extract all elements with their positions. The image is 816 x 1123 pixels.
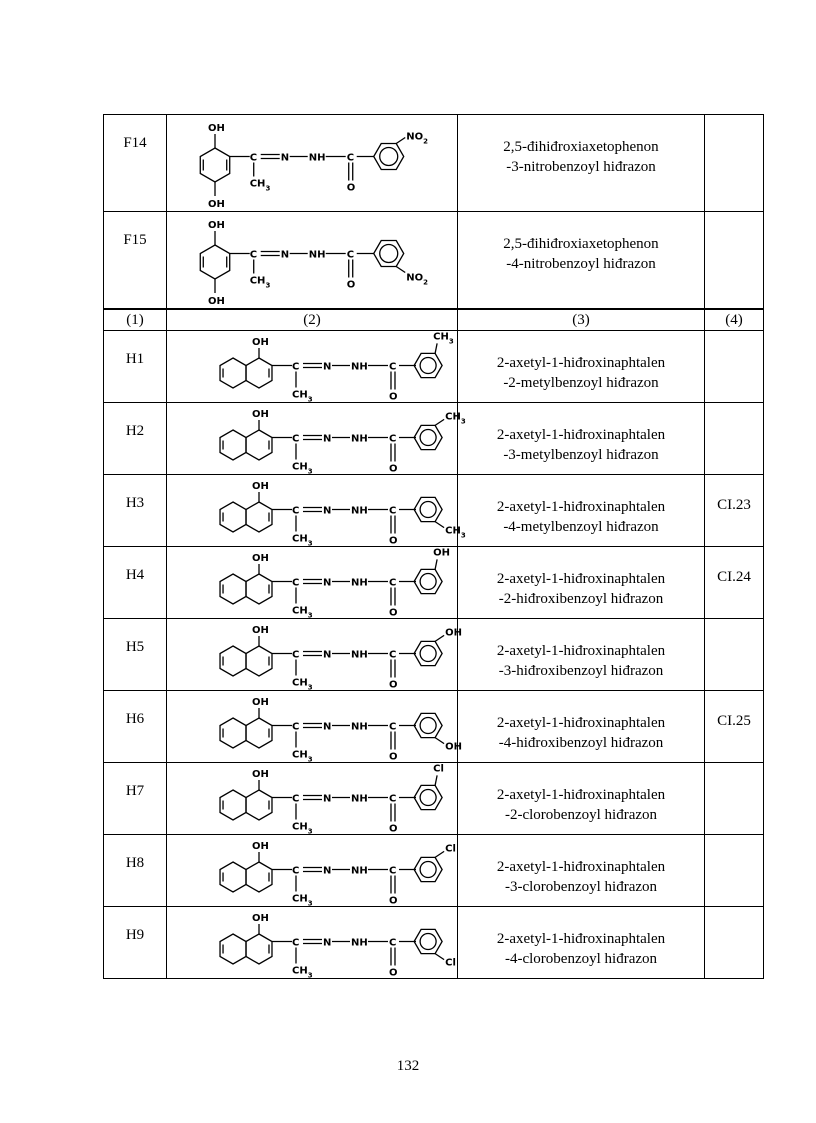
reference-note bbox=[705, 907, 764, 979]
oxygen-label: O bbox=[388, 607, 398, 619]
methyl-label: $CH_3$ bbox=[291, 965, 313, 980]
compound-name-line-2: -3-nitrobenzoyl hiđrazon bbox=[506, 159, 656, 175]
naphthalene-ring-a bbox=[246, 574, 272, 604]
compound-name-line-2: -4-hiđroxibenzoyl hiđrazon bbox=[498, 735, 664, 751]
compound-name-line-2: -4-metylbenzoyl hiđrazon bbox=[503, 519, 659, 535]
hydroxyl-label: OH bbox=[252, 769, 269, 780]
table-row bbox=[104, 547, 764, 619]
substituent-bond bbox=[435, 851, 444, 857]
nh-label: NH bbox=[308, 152, 326, 164]
compound-name bbox=[458, 212, 705, 310]
structure-diagram bbox=[167, 691, 462, 764]
structure-diagram bbox=[167, 547, 457, 618]
compound-name-line-2: -2-metylbenzoyl hiđrazon bbox=[503, 375, 659, 391]
oxygen-label: O bbox=[388, 391, 398, 403]
structure-cell bbox=[167, 403, 466, 476]
methyl-label: $CH_3$ bbox=[291, 893, 313, 908]
nh-label: NH bbox=[350, 433, 368, 445]
naphthalene-ring-b bbox=[220, 790, 246, 820]
carbonyl-carbon-label: C bbox=[388, 649, 397, 661]
table-column-header bbox=[104, 309, 764, 331]
methyl-label: $CH_3$ bbox=[291, 533, 313, 548]
structure-diagram bbox=[167, 619, 462, 692]
compound-name bbox=[458, 331, 705, 403]
substituent-bond bbox=[435, 954, 444, 960]
carbonyl-carbon-label: C bbox=[388, 721, 397, 733]
compound-name-line-1: 2-axetyl-1-hiđroxinaphtalen bbox=[496, 715, 666, 731]
nitrogen-label: N bbox=[322, 865, 332, 877]
compound-name-line-1: 2-axetyl-1-hiđroxinaphtalen bbox=[496, 355, 666, 371]
compound-name bbox=[458, 115, 705, 212]
carbonyl-carbon-label: C bbox=[388, 865, 397, 877]
nh-label: NH bbox=[350, 649, 368, 661]
substituent-bond bbox=[396, 266, 405, 272]
reference-note bbox=[705, 331, 764, 403]
naphthalene-ring-b bbox=[220, 430, 246, 460]
structure-cell bbox=[167, 907, 458, 979]
nh-label: NH bbox=[350, 937, 368, 949]
imine-carbon-label: C bbox=[291, 505, 300, 517]
compound-code: H1 bbox=[104, 331, 167, 403]
nh-label: NH bbox=[350, 361, 368, 373]
carbonyl-carbon-label: C bbox=[388, 577, 397, 589]
structure-cell bbox=[167, 619, 462, 692]
nh-label: NH bbox=[350, 865, 368, 877]
hydroxyl-label: OH bbox=[252, 625, 269, 636]
imine-carbon-label: C bbox=[291, 793, 300, 805]
compound-code: H2 bbox=[104, 403, 167, 475]
carbonyl-carbon-label: C bbox=[388, 505, 397, 517]
nitrogen-label: N bbox=[322, 937, 332, 949]
column-header-2: (2) bbox=[167, 309, 458, 331]
aromatic-circle bbox=[420, 862, 436, 878]
aromatic-circle bbox=[380, 245, 398, 263]
column-header-1: (1) bbox=[104, 309, 167, 331]
structure-diagram bbox=[167, 835, 457, 906]
carbonyl-carbon-label: C bbox=[388, 937, 397, 949]
substituent-bond bbox=[435, 559, 437, 569]
table-row bbox=[104, 907, 764, 979]
compound-name bbox=[458, 763, 705, 835]
aromatic-circle bbox=[420, 934, 436, 950]
substituent-label: OH bbox=[445, 741, 462, 753]
substituent-label: Cl bbox=[445, 843, 456, 855]
substituent-label: OH bbox=[445, 627, 462, 639]
substituent-bond bbox=[396, 138, 405, 144]
reference-note: CI.23 bbox=[705, 475, 764, 547]
reference-note: CI.24 bbox=[705, 547, 764, 619]
naphthalene-ring-b bbox=[220, 646, 246, 676]
compound-name-line-2: -2-hiđroxibenzoyl hiđrazon bbox=[498, 591, 664, 607]
compound-code: F14 bbox=[104, 115, 167, 212]
nh-label: NH bbox=[350, 577, 368, 589]
carbonyl-carbon-label: C bbox=[388, 793, 397, 805]
reference-note bbox=[705, 212, 764, 310]
table-body-f-series bbox=[104, 115, 764, 310]
substituent-bond bbox=[435, 738, 444, 744]
naphthalene-ring-b bbox=[220, 502, 246, 532]
hydroxyl-bottom-label: OH bbox=[208, 199, 225, 210]
compound-code: H4 bbox=[104, 547, 167, 619]
compound-code: H9 bbox=[104, 907, 167, 979]
imine-carbon-label: C bbox=[291, 937, 300, 949]
naphthalene-ring-a bbox=[246, 862, 272, 892]
nh-label: NH bbox=[350, 721, 368, 733]
naphthalene-ring-b bbox=[220, 358, 246, 388]
naphthalene-ring-a bbox=[246, 790, 272, 820]
naphthalene-ring-a bbox=[246, 934, 272, 964]
imine-carbon-label: C bbox=[291, 649, 300, 661]
imine-carbon-label: C bbox=[291, 865, 300, 877]
substituent-label: $NO_2$ bbox=[406, 272, 428, 287]
substituent-bond bbox=[435, 343, 437, 353]
nh-label: NH bbox=[308, 249, 326, 261]
naphthalene-ring-a bbox=[246, 646, 272, 676]
structure-cell bbox=[167, 763, 458, 835]
table-row bbox=[104, 835, 764, 907]
reference-note bbox=[705, 835, 764, 907]
oxygen-label: O bbox=[388, 535, 398, 547]
substituent-bond bbox=[435, 635, 444, 641]
table-row bbox=[104, 691, 764, 763]
compound-name bbox=[458, 547, 705, 619]
nitrogen-label: N bbox=[322, 721, 332, 733]
compound-name bbox=[458, 619, 705, 691]
hydroxyl-label: OH bbox=[252, 409, 269, 420]
hydroxyl-bottom-label: OH bbox=[208, 296, 225, 307]
structure-cell bbox=[167, 475, 466, 548]
compound-code: F15 bbox=[104, 212, 167, 310]
compound-name-line-1: 2,5-đihiđroxiaxetophenon bbox=[503, 236, 659, 252]
carbonyl-carbon-label: C bbox=[346, 249, 355, 261]
methyl-label: $CH_3$ bbox=[291, 461, 313, 476]
oxygen-label: O bbox=[388, 463, 398, 475]
compound-name bbox=[458, 691, 705, 763]
table-row bbox=[104, 403, 764, 475]
table-body-h-series bbox=[104, 331, 764, 979]
nh-label: NH bbox=[350, 505, 368, 517]
phenol-ring bbox=[200, 245, 229, 279]
aromatic-circle bbox=[380, 148, 398, 166]
structure-cell bbox=[167, 547, 458, 619]
carbonyl-carbon-label: C bbox=[388, 433, 397, 445]
compound-name-line-1: 2,5-đihiđroxiaxetophenon bbox=[503, 139, 659, 155]
imine-carbon-label: C bbox=[291, 721, 300, 733]
reference-note bbox=[705, 763, 764, 835]
hydroxyl-label: OH bbox=[252, 697, 269, 708]
compound-name-line-2: -3-metylbenzoyl hiđrazon bbox=[503, 447, 659, 463]
structure-diagram bbox=[167, 331, 457, 402]
phenol-ring bbox=[200, 148, 229, 182]
imine-carbon-label: C bbox=[291, 361, 300, 373]
structure-cell bbox=[167, 115, 458, 212]
compound-name-line-2: -2-clorobenzoyl hiđrazon bbox=[504, 807, 658, 823]
hydroxyl-top-label: OH bbox=[208, 220, 225, 231]
oxygen-label: O bbox=[346, 279, 356, 291]
aromatic-circle bbox=[420, 646, 436, 662]
oxygen-label: O bbox=[388, 823, 398, 835]
imine-carbon-label: C bbox=[291, 433, 300, 445]
compound-name-line-1: 2-axetyl-1-hiđroxinaphtalen bbox=[496, 931, 666, 947]
nitrogen-label: N bbox=[322, 793, 332, 805]
oxygen-label: O bbox=[388, 679, 398, 691]
imine-carbon-label: C bbox=[291, 577, 300, 589]
methyl-label: $CH_3$ bbox=[249, 178, 271, 193]
nh-label: NH bbox=[350, 793, 368, 805]
compound-name-line-2: -4-nitrobenzoyl hiđrazon bbox=[506, 256, 656, 272]
compound-name-line-2: -3-hiđroxibenzoyl hiđrazon bbox=[498, 663, 664, 679]
hydroxyl-label: OH bbox=[252, 337, 269, 348]
substituent-bond bbox=[435, 775, 437, 785]
nitrogen-label: N bbox=[322, 505, 332, 517]
compound-name bbox=[458, 403, 705, 475]
aromatic-circle bbox=[420, 718, 436, 734]
compound-name-line-1: 2-axetyl-1-hiđroxinaphtalen bbox=[496, 427, 666, 443]
reference-note bbox=[705, 115, 764, 212]
compound-table bbox=[103, 114, 764, 979]
oxygen-label: O bbox=[388, 751, 398, 763]
table-row bbox=[104, 763, 764, 835]
aromatic-circle bbox=[420, 430, 436, 446]
column-header-row bbox=[104, 309, 764, 331]
table-row bbox=[104, 331, 764, 403]
table-row bbox=[104, 212, 764, 310]
reference-note bbox=[705, 403, 764, 475]
oxygen-label: O bbox=[388, 895, 398, 907]
reference-note: CI.25 bbox=[705, 691, 764, 763]
nitrogen-label: N bbox=[322, 577, 332, 589]
hydroxyl-top-label: OH bbox=[208, 123, 225, 134]
nitrogen-label: N bbox=[280, 249, 290, 261]
compound-name bbox=[458, 907, 705, 979]
structure-diagram bbox=[167, 403, 466, 476]
structure-diagram bbox=[167, 475, 466, 548]
naphthalene-ring-a bbox=[246, 502, 272, 532]
compound-code: H5 bbox=[104, 619, 167, 691]
methyl-label: $CH_3$ bbox=[291, 821, 313, 836]
compound-code: H3 bbox=[104, 475, 167, 547]
carbonyl-carbon-label: C bbox=[346, 152, 355, 164]
structure-diagram bbox=[167, 115, 457, 211]
naphthalene-ring-a bbox=[246, 430, 272, 460]
aromatic-circle bbox=[420, 358, 436, 374]
carbonyl-carbon-label: C bbox=[388, 361, 397, 373]
structure-diagram bbox=[167, 212, 457, 308]
structure-cell bbox=[167, 691, 462, 764]
naphthalene-ring-b bbox=[220, 862, 246, 892]
compound-name-line-1: 2-axetyl-1-hiđroxinaphtalen bbox=[496, 859, 666, 875]
compound-name-line-1: 2-axetyl-1-hiđroxinaphtalen bbox=[496, 499, 666, 515]
compound-name-line-2: -3-clorobenzoyl hiđrazon bbox=[504, 879, 658, 895]
compound-code: H7 bbox=[104, 763, 167, 835]
methyl-label: $CH_3$ bbox=[291, 605, 313, 620]
compound-code: H8 bbox=[104, 835, 167, 907]
hydroxyl-label: OH bbox=[252, 841, 269, 852]
substituent-label: $CH_3$ bbox=[433, 331, 454, 346]
page-number: 132 bbox=[396, 1058, 420, 1074]
substituent-bond bbox=[435, 522, 444, 528]
compound-name bbox=[458, 835, 705, 907]
aromatic-circle bbox=[420, 502, 436, 518]
oxygen-label: O bbox=[346, 182, 356, 194]
hydroxyl-label: OH bbox=[252, 481, 269, 492]
compound-name-line-1: 2-axetyl-1-hiđroxinaphtalen bbox=[496, 787, 666, 803]
naphthalene-ring-a bbox=[246, 358, 272, 388]
compound-name-line-2: -4-clorobenzoyl hiđrazon bbox=[504, 951, 658, 967]
aromatic-circle bbox=[420, 790, 436, 806]
methyl-label: $CH_3$ bbox=[291, 677, 313, 692]
substituent-label: $NO_2$ bbox=[406, 131, 428, 146]
structure-cell bbox=[167, 835, 458, 907]
column-header-3: (3) bbox=[458, 309, 705, 331]
substituent-label: $CH_3$ bbox=[445, 411, 466, 426]
oxygen-label: O bbox=[388, 967, 398, 979]
nitrogen-label: N bbox=[322, 649, 332, 661]
structure-diagram bbox=[167, 763, 457, 834]
compound-name bbox=[458, 475, 705, 547]
substituent-label: OH bbox=[433, 547, 450, 559]
nitrogen-label: N bbox=[322, 361, 332, 373]
compound-name-line-1: 2-axetyl-1-hiđroxinaphtalen bbox=[496, 643, 666, 659]
substituent-label: $CH_3$ bbox=[445, 525, 466, 540]
substituent-label: Cl bbox=[445, 957, 456, 969]
table-row bbox=[104, 115, 764, 212]
structure-diagram bbox=[167, 907, 457, 978]
methyl-label: $CH_3$ bbox=[291, 389, 313, 404]
naphthalene-ring-a bbox=[246, 718, 272, 748]
aromatic-circle bbox=[420, 574, 436, 590]
structure-cell bbox=[167, 331, 458, 403]
naphthalene-ring-b bbox=[220, 718, 246, 748]
naphthalene-ring-b bbox=[220, 934, 246, 964]
structure-cell bbox=[167, 212, 458, 310]
nitrogen-label: N bbox=[322, 433, 332, 445]
table-row bbox=[104, 475, 764, 547]
substituent-bond bbox=[435, 419, 444, 425]
methyl-label: $CH_3$ bbox=[291, 749, 313, 764]
substituent-label: Cl bbox=[433, 763, 444, 775]
hydroxyl-label: OH bbox=[252, 553, 269, 564]
nitrogen-label: N bbox=[280, 152, 290, 164]
imine-carbon-label: C bbox=[249, 249, 258, 261]
methyl-label: $CH_3$ bbox=[249, 275, 271, 290]
reference-note bbox=[705, 619, 764, 691]
naphthalene-ring-b bbox=[220, 574, 246, 604]
imine-carbon-label: C bbox=[249, 152, 258, 164]
table-row bbox=[104, 619, 764, 691]
hydroxyl-label: OH bbox=[252, 913, 269, 924]
column-header-4: (4) bbox=[705, 309, 764, 331]
compound-code: H6 bbox=[104, 691, 167, 763]
compound-name-line-1: 2-axetyl-1-hiđroxinaphtalen bbox=[496, 571, 666, 587]
